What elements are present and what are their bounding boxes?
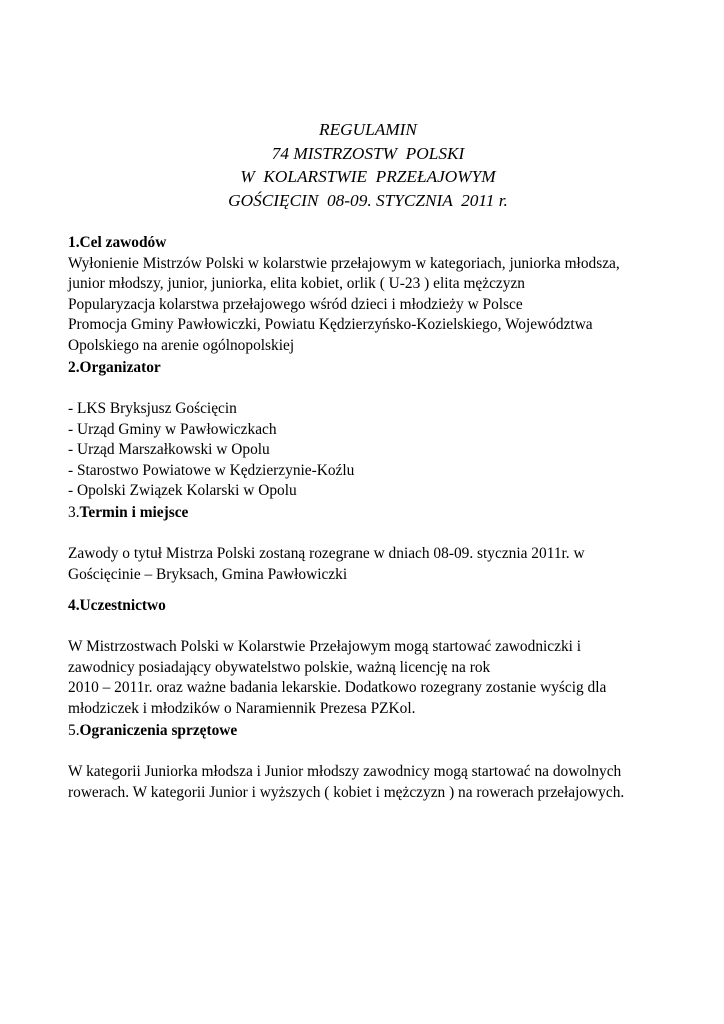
section-heading-text: Uczestnictwo [79, 597, 166, 614]
section-heading [68, 503, 668, 524]
paragraph-line: Gościęcinie – Bryksach, Gmina Pawłowiczki [68, 565, 348, 583]
paragraph-line: junior młodszy, junior, juniorka, elita kobiet, orlik ( U-23 ) elita mężczyzn [68, 275, 525, 292]
list-item: - Opolski Związek Kolarski w Opolu [68, 482, 297, 499]
list-item: - LKS Bryksjusz Gościęcin [68, 400, 237, 417]
section-heading [68, 358, 668, 379]
paragraph-line: Wyłonienie Mistrzów Polski w kolarstwie przełajowym w kategoriach, juniorka młodsza, [68, 254, 620, 272]
section-heading-text: Cel zawodów [79, 234, 167, 251]
paragraph-line: Promocja Gminy Pawłowiczki, Powiatu Kędzierzyńsko-Kozielskiego, Województwa [68, 316, 593, 333]
section-number: 2. [68, 359, 80, 376]
section-number: 4. [68, 597, 80, 614]
paragraph-line: W Mistrzostwach Polski w Kolarstwie Przełajowym mogą startować zawodniczki i [68, 638, 582, 655]
paragraph-line: rowerach. W kategorii Junior i wyższych ( kobiet i mężczyzn ) na rowerach przełajowych. [68, 783, 625, 801]
paragraph-line: Zawody o tytuł Mistrza Polski zostaną rozegrane w dniach 08-09. stycznia 2011r. w [68, 545, 585, 562]
title-line: 74 MISTRZOSTW POLSKI [271, 143, 465, 163]
list-item: - Urząd Gminy w Pawłowiczkach [68, 420, 277, 438]
paragraph-line: Popularyzacja kolarstwa przełajowego wśród dzieci i młodzieży w Polsce [68, 295, 523, 313]
title-line: GOŚCIĘCIN 08-09. STYCZNIA 2011 r. [228, 190, 508, 210]
paragraph-line: zawodnicy posiadający obywatelstwo polskie, ważną licencję na rok [68, 658, 491, 676]
section-cel-zawodow [68, 233, 668, 356]
title-line: REGULAMIN [319, 120, 417, 139]
section-ograniczenia-sprzetowe [68, 721, 668, 803]
document-title [68, 118, 668, 212]
paragraph-line: W kategorii Juniorka młodsza i Junior młodszy zawodnicy mogą startować na dowolnych [68, 763, 622, 780]
section-heading-text: Termin i miejsce [79, 504, 189, 521]
title-line: W KOLARSTWIE PRZEŁAJOWYM [240, 167, 496, 186]
section-number: 1. [68, 234, 80, 251]
section-organizator [68, 358, 668, 502]
paragraph-line: 2010 – 2011r. oraz ważne badania lekarskie. Dodatkowo rozegrany zostanie wyścig dla [68, 679, 607, 696]
section-heading-text: Ograniczenia sprzętowe [79, 722, 238, 739]
list-item: - Starostwo Powiatowe w Kędzierzynie-Koźlu [68, 461, 355, 479]
section-heading [68, 233, 668, 254]
section-heading-text: Organizator [79, 359, 161, 376]
section-termin-i-miejsce [68, 503, 668, 585]
paragraph-line: Opolskiego na arenie ogólnopolskiej [68, 336, 295, 354]
section-number: 3. [68, 504, 80, 521]
list-item: - Urząd Marszałkowski w Opolu [68, 441, 270, 458]
paragraph-line: młodziczek i młodzików o Naramiennik Prezesa PZKol. [68, 699, 416, 717]
section-heading [68, 721, 668, 742]
section-heading [68, 596, 668, 617]
section-number: 5. [68, 722, 80, 739]
section-uczestnictwo [68, 596, 668, 719]
